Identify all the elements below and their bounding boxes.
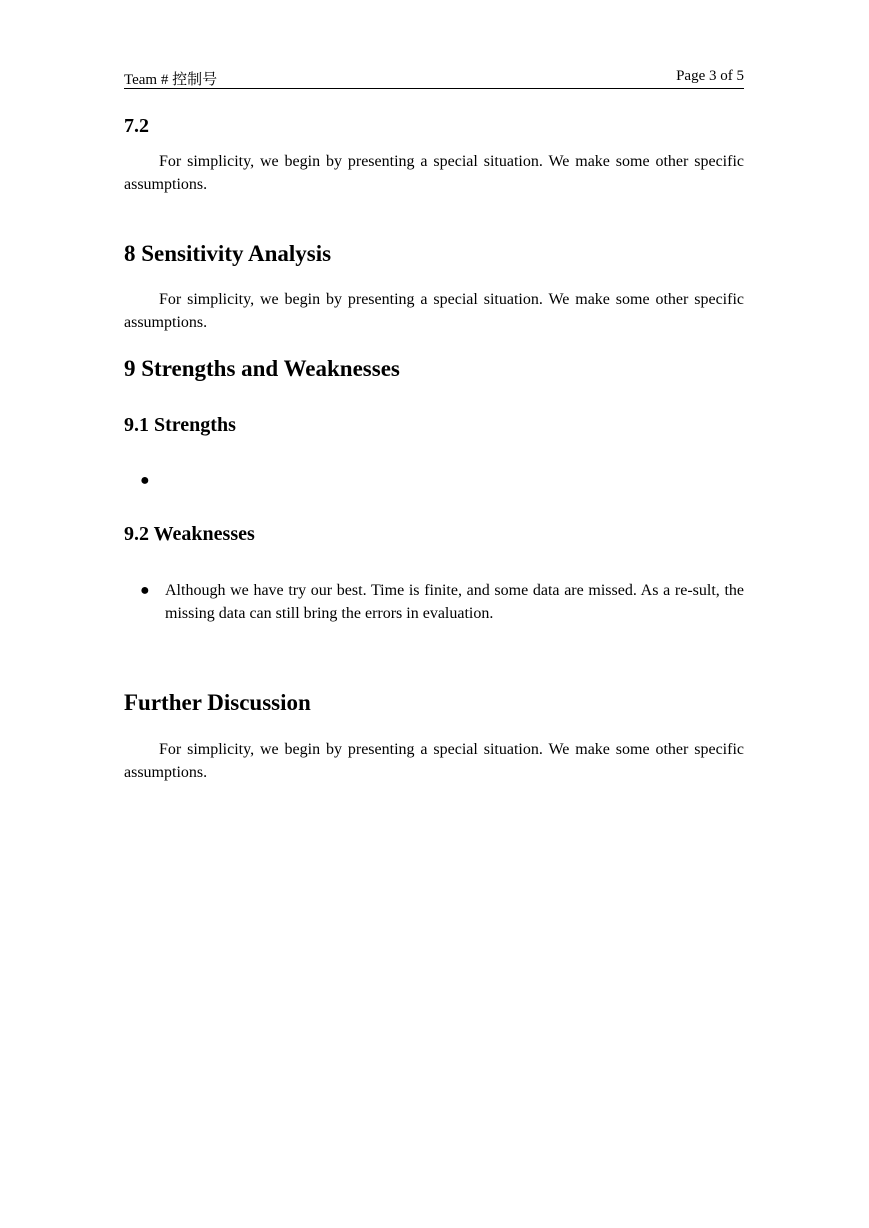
weaknesses-item-text: Although we have try our best. Time is finite, and some data are missed. As a re-sult, the missing data can still bring the errors in evaluation. <box>165 582 744 622</box>
section-7-2-paragraph: For simplicity, we begin by presenting a special situation. We make some other specific assumptions. <box>124 153 744 193</box>
section-7-2-heading: 7.2 <box>124 115 149 137</box>
section-9-heading: 9 Strengths and Weaknesses <box>124 356 400 381</box>
header-team-label: Team # 控制号 <box>124 72 218 88</box>
section-7-2-body <box>124 150 744 196</box>
section-7-2 <box>124 114 744 138</box>
bullet-icon: ● <box>140 472 150 489</box>
further-discussion <box>124 689 744 717</box>
section-9-2-heading: 9.2 Weaknesses <box>124 523 255 545</box>
section-8-heading: 8 Sensitivity Analysis <box>124 241 332 266</box>
further-discussion-heading: Further Discussion <box>124 690 311 715</box>
bullet-icon: ● <box>140 582 150 599</box>
section-8-body <box>124 288 744 334</box>
section-9-1-heading: 9.1 Strengths <box>124 414 236 436</box>
header-page-number: Page 3 of 5 <box>676 68 744 84</box>
further-discussion-paragraph: For simplicity, we begin by presenting a special situation. We make some other specific assumptions. <box>124 741 744 781</box>
section-8 <box>124 240 744 268</box>
further-discussion-body <box>124 738 744 784</box>
section-8-paragraph: For simplicity, we begin by presenting a special situation. We make some other specific assumptions. <box>124 291 744 331</box>
section-9 <box>124 355 744 383</box>
page-header <box>124 66 744 89</box>
section-9-1 <box>124 413 744 437</box>
section-9-2 <box>124 522 744 546</box>
